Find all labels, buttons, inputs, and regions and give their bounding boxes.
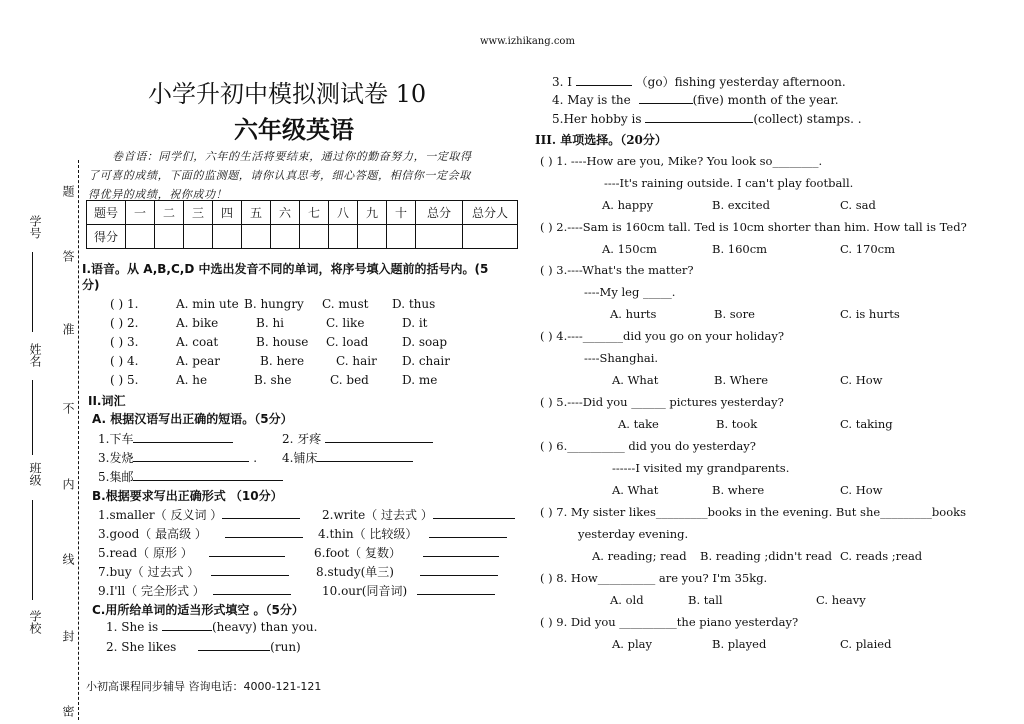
option-c: C. taking — [840, 417, 893, 431]
option-c: C. reads ;read — [840, 549, 923, 563]
option-d: D. me — [402, 373, 438, 387]
footer-text: 小初高课程同步辅导 咨询电话：4000-121-121 — [86, 680, 322, 693]
table-cell: 六 — [271, 201, 300, 225]
option-b: B. took — [716, 417, 758, 431]
form-item: 1.smaller（ 反义词 ） — [98, 506, 300, 523]
form-item: 2.write（ 过去式 ） — [322, 506, 515, 523]
option-a: A. old — [610, 593, 644, 607]
option-a: A. he — [176, 373, 208, 387]
answer-blank[interactable] — [198, 640, 270, 651]
form-item: 9.I'll（ 完全形式 ） — [98, 582, 291, 599]
option-d: D. it — [402, 316, 428, 330]
answer-blank[interactable] — [417, 584, 495, 595]
form-item: 7.buy（ 过去式 ） — [98, 563, 289, 580]
question-stem: ( ) 6.__________ did you do yesterday? — [540, 439, 756, 453]
answer-blank[interactable] — [325, 432, 433, 443]
header-url: www.izhikang.com — [480, 36, 575, 47]
option-a: A. take — [618, 417, 659, 431]
fill-item: 5.Her hobby is (collect) stamps. . — [552, 112, 862, 126]
answer-blank[interactable] — [317, 451, 413, 462]
option-b: B. reading ;didn't read — [700, 549, 833, 563]
question-stem: ( ) 1. ----How are you, Mike? You look so________. — [540, 154, 823, 168]
option-d: D. soap — [402, 335, 448, 349]
option-b: B. house — [256, 335, 309, 349]
option-b: B. hi — [256, 316, 285, 330]
seal-char: 不 — [61, 402, 75, 414]
table-cell: 七 — [300, 201, 329, 225]
section1-heading-cont: 分) — [82, 278, 100, 292]
table-cell: 题号 — [87, 201, 126, 225]
form-item: 8.study(单三) — [316, 563, 498, 580]
partA-heading: A. 根据汉语写出正确的短语。（5分） — [92, 412, 293, 426]
answer-blank[interactable] — [162, 620, 212, 631]
margin-line — [32, 380, 33, 455]
option-c: C. sad — [840, 198, 876, 212]
seal-char: 内 — [61, 478, 75, 490]
intro-line: 了可喜的成绩，下面的监测题，请你认真思考，细心答题，相信你一定会取 — [88, 169, 471, 182]
score-input-cell[interactable] — [387, 225, 416, 249]
table-cell: 三 — [184, 201, 213, 225]
margin-label-class: 班级 — [28, 462, 42, 486]
score-input-cell[interactable] — [126, 225, 155, 249]
table-cell: 八 — [329, 201, 358, 225]
section2-heading: II.词汇 — [88, 394, 126, 408]
score-input-cell[interactable] — [300, 225, 329, 249]
question-line2: ----My leg _____. — [584, 285, 676, 299]
seal-line — [78, 160, 79, 720]
score-input-cell[interactable] — [329, 225, 358, 249]
fill-item: 3. I （go）fishing yesterday afternoon. — [552, 75, 846, 89]
answer-blank[interactable] — [133, 432, 233, 443]
option-c: C. hair — [336, 354, 377, 368]
option-a: A. hurts — [610, 307, 657, 321]
seal-char: 准 — [61, 323, 75, 335]
question-stem: ( ) 2.----Sam is 160cm tall. Ted is 10cm shorter than him. How tall is Ted? — [540, 220, 967, 234]
option-c: C. plaied — [840, 637, 892, 651]
section3-heading: III. 单项选择。（20分） — [535, 133, 667, 147]
section1-heading: I.语音。从 A,B,C,D 中选出发音不同的单词，将序号填入题前的括号内。(5 — [82, 262, 489, 276]
score-table — [86, 200, 518, 249]
answer-blank[interactable] — [420, 565, 498, 576]
phrase-item: 3.发烧 . — [98, 451, 258, 465]
table-cell: 总分人 — [463, 201, 518, 225]
intro-line: 卷首语：同学们，六年的生活将要结束，通过你的勤奋努力，一定取得 — [112, 150, 472, 163]
question-stem: ( ) 7. My sister likes_________books in the evening. But she_________books — [540, 505, 966, 519]
option-a: A. min ute — [176, 297, 239, 311]
score-input-cell[interactable] — [155, 225, 184, 249]
score-input-cell[interactable] — [213, 225, 242, 249]
option-b: B. played — [712, 637, 767, 651]
form-item: 6.foot（ 复数） — [314, 544, 499, 561]
option-d: D. chair — [402, 354, 450, 368]
question-line2: yesterday evening. — [578, 527, 689, 541]
score-table-header-row — [87, 201, 518, 225]
option-c: C. load — [326, 335, 369, 349]
option-b: B. sore — [714, 307, 755, 321]
option-c: C. 170cm — [840, 242, 895, 256]
score-input-cell[interactable] — [416, 225, 463, 249]
form-item: 4.thin（ 比较级） — [318, 525, 507, 542]
question-line2: ----Shanghai. — [584, 351, 659, 365]
margin-label-school: 学校 — [28, 610, 42, 634]
option-a: A. pear — [176, 354, 220, 368]
option-c: C. is hurts — [840, 307, 900, 321]
table-cell: 四 — [213, 201, 242, 225]
intro-line: 得优异的成绩，祝你成功！ — [88, 188, 228, 201]
option-b: B. tall — [688, 593, 723, 607]
form-item: 5.read（ 原形 ） — [98, 544, 285, 561]
option-b: B. Where — [714, 373, 769, 387]
answer-blank[interactable] — [645, 112, 753, 123]
option-a: A. 150cm — [602, 242, 657, 256]
fill-item: 1. She is (heavy) than you. — [106, 620, 318, 634]
question-number: ( ) 1. — [110, 297, 139, 311]
table-cell: 二 — [155, 201, 184, 225]
question-stem: ( ) 8. How__________ are you? I'm 35kg. — [540, 571, 768, 585]
question-stem: ( ) 3.----What's the matter? — [540, 263, 694, 277]
score-input-cell[interactable] — [184, 225, 213, 249]
page-subtitle: 六年级英语 — [234, 115, 354, 144]
option-b: B. she — [254, 373, 292, 387]
option-b: B. 160cm — [712, 242, 768, 256]
option-c: C. like — [326, 316, 365, 330]
answer-blank[interactable] — [133, 470, 283, 481]
answer-blank[interactable] — [225, 527, 303, 538]
seal-char: 线 — [61, 553, 75, 565]
option-a: A. What — [612, 373, 659, 387]
seal-char: 答 — [61, 250, 75, 262]
table-cell: 一 — [126, 201, 155, 225]
form-item: 10.our(同音词) — [322, 582, 495, 599]
answer-blank[interactable] — [639, 93, 693, 104]
table-cell: 九 — [358, 201, 387, 225]
option-b: B. here — [260, 354, 305, 368]
option-b: B. hungry — [244, 297, 304, 311]
answer-blank[interactable] — [211, 565, 289, 576]
table-cell: 得分 — [87, 225, 126, 249]
partB-heading: B.根据要求写出正确形式 （10分） — [92, 489, 283, 503]
option-c: C. How — [840, 483, 883, 497]
option-b: B. where — [712, 483, 765, 497]
option-c: C. must — [322, 297, 369, 311]
phrase-item: 5.集邮 — [98, 468, 283, 485]
margin-label-name: 姓名 — [28, 343, 42, 367]
score-input-cell[interactable] — [271, 225, 300, 249]
question-number: ( ) 5. — [110, 373, 139, 387]
question-line2: ----It's raining outside. I can't play football. — [604, 176, 854, 190]
option-c: C. heavy — [816, 593, 866, 607]
answer-blank[interactable] — [222, 508, 300, 519]
option-c: C. How — [840, 373, 883, 387]
option-c: C. bed — [330, 373, 369, 387]
score-input-cell[interactable] — [463, 225, 518, 249]
question-number: ( ) 4. — [110, 354, 139, 368]
answer-blank[interactable] — [209, 546, 285, 557]
option-a: A. happy — [602, 198, 654, 212]
table-cell: 五 — [242, 201, 271, 225]
table-cell: 总分 — [416, 201, 463, 225]
question-number: ( ) 2. — [110, 316, 139, 330]
seal-char: 封 — [61, 630, 75, 642]
question-stem: ( ) 9. Did you __________the piano yesterday? — [540, 615, 799, 629]
phrase-item: 4.铺床 — [282, 449, 413, 466]
answer-blank[interactable] — [423, 546, 499, 557]
question-stem: ( ) 4.----_______did you go on your holiday? — [540, 329, 785, 343]
option-a: A. reading; read — [592, 549, 687, 563]
fill-item: 4. May is the (five) month of the year. — [552, 93, 839, 107]
table-cell: 十 — [387, 201, 416, 225]
margin-line — [32, 500, 33, 600]
form-item: 3.good（ 最高级 ） — [98, 525, 303, 542]
answer-blank[interactable] — [433, 508, 515, 519]
seal-char: 密 — [61, 705, 75, 717]
phrase-item: 1.下车 — [98, 430, 233, 447]
question-line2: ------I visited my grandparents. — [612, 461, 790, 475]
option-a: A. play — [612, 637, 653, 651]
option-b: B. excited — [712, 198, 770, 212]
margin-label-student-id: 学号 — [28, 215, 42, 239]
score-input-cell[interactable] — [242, 225, 271, 249]
page-title: 小学升初中模拟测试卷 10 — [148, 80, 427, 108]
answer-blank[interactable] — [429, 527, 507, 538]
question-stem: ( ) 5.----Did you ______ pictures yesterday? — [540, 395, 784, 409]
option-a: A. bike — [176, 316, 219, 330]
phrase-item: 2. 牙疼 — [282, 430, 433, 447]
answer-blank[interactable] — [133, 451, 249, 462]
answer-blank[interactable] — [213, 584, 291, 595]
partC-heading: C.用所给单词的适当形式填空 。（5分） — [92, 603, 304, 617]
option-d: D. thus — [392, 297, 436, 311]
margin-line — [32, 252, 33, 332]
seal-char: 题 — [61, 185, 75, 197]
question-number: ( ) 3. — [110, 335, 139, 349]
option-a: A. coat — [176, 335, 219, 349]
score-input-cell[interactable] — [358, 225, 387, 249]
score-table-score-row — [87, 225, 518, 249]
answer-blank[interactable] — [576, 75, 632, 86]
option-a: A. What — [612, 483, 659, 497]
fill-item: 2. She likes (run) — [106, 640, 301, 654]
